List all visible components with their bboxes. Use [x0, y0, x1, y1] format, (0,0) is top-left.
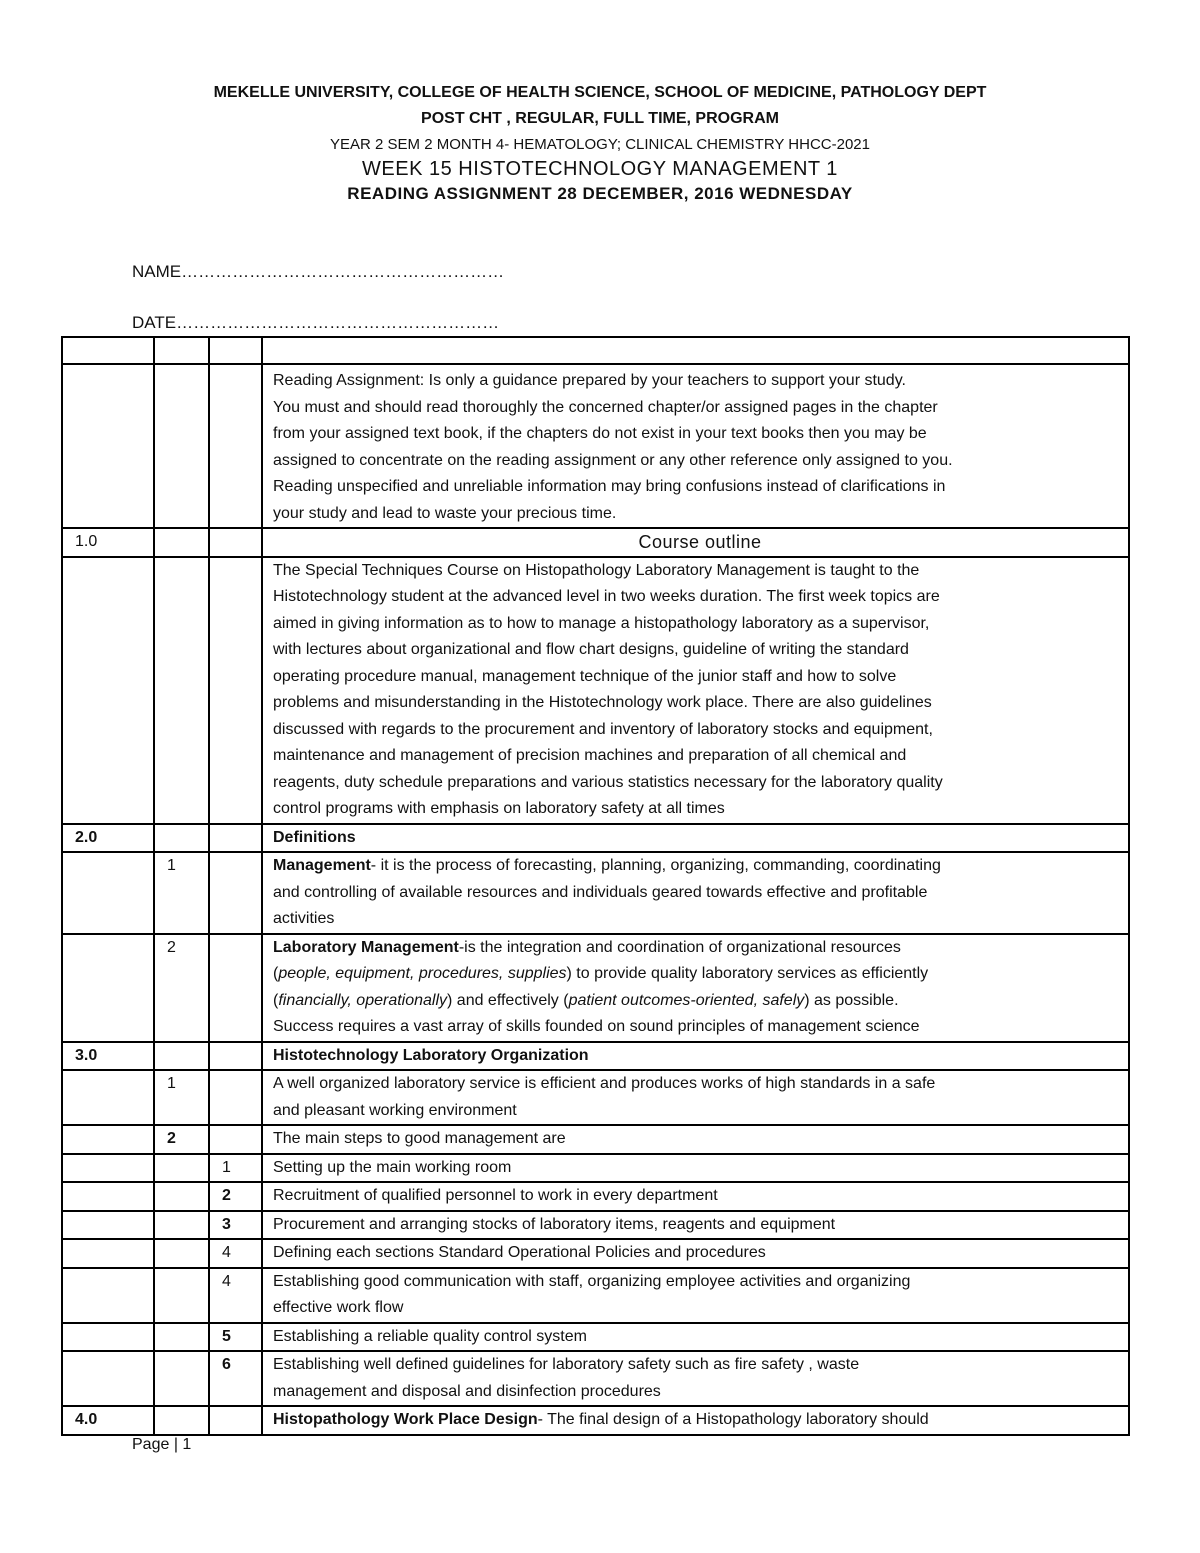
outline-table [61, 336, 1130, 1436]
table-header-row [62, 337, 1129, 364]
section-row [62, 824, 1129, 853]
definition-row [62, 852, 1129, 934]
step-number: 2 [209, 1182, 262, 1211]
reading-assignment-note: Reading Assignment: Is only a guidance prepared by your teachers to support your study. You must and should read thoroughly the concerned chapter/or assigned pages in the chapter from your assigned text book, if the chapters do not exist in your text books then you may be assigned to concentrate on the reading assignment or any other reference only assigned to you. Reading unspecified and unreliable information may bring confusions instead of clarifications in your study and lead to waste your precious time. [262, 364, 1129, 528]
name-field: NAME………………………………………………… [132, 262, 505, 281]
item-number: 2 [154, 1125, 209, 1154]
date-field: DATE………………………………………………… [132, 313, 500, 332]
step-row [62, 1239, 1129, 1268]
item-row [62, 1070, 1129, 1125]
section-number: 1.0 [62, 528, 154, 557]
section-title: Histopathology Work Place Design- The final design of a Histopathology laboratory should [262, 1406, 1129, 1435]
item-row [62, 1125, 1129, 1154]
definition-management: Management- it is the process of forecasting, planning, organizing, commanding, coordinating and controlling of available resources and individuals geared towards effective and profitable activities [262, 852, 1129, 934]
section-row [62, 1042, 1129, 1071]
section-row [62, 528, 1129, 557]
definition-row [62, 934, 1129, 1042]
step-text: Recruitment of qualified personnel to work in every department [262, 1182, 1129, 1211]
step-row [62, 1211, 1129, 1240]
section-title: Histotechnology Laboratory Organization [262, 1042, 1129, 1071]
item-number: 2 [154, 934, 209, 1042]
week-title: WEEK 15 HISTOTECHNOLOGY MANAGEMENT 1 [362, 158, 838, 180]
course-outline-text: The Special Techniques Course on Histopathology Laboratory Management is taught to the Histotechnology student at the advanced level in two weeks duration. The first week topics are aimed in giving information as to how to manage a histopathology laboratory as a supervisor, with lectures about organizational and flow chart designs, guideline of writing the standard operating procedure manual, management technique of the junior staff and how to solve problems and misunderstanding in the Histotechnology work place. There are also guidelines discussed with regards to the procurement and inventory of laboratory stocks and equipment, maintenance and management of precision machines and preparation of all chemical and reagents, duty schedule preparations and various statistics necessary for the laboratory quality control programs with emphasis on laboratory safety at all times [262, 557, 1129, 824]
step-text: Setting up the main working room [262, 1154, 1129, 1183]
step-number: 4 [209, 1239, 262, 1268]
page-number: Page | 1 [132, 1436, 192, 1453]
program-header: POST CHT , REGULAR, FULL TIME, PROGRAM [421, 110, 779, 127]
step-number: 5 [209, 1323, 262, 1352]
section-row [62, 1406, 1129, 1435]
step-number: 1 [209, 1154, 262, 1183]
step-row [62, 1268, 1129, 1323]
section-title: Definitions [262, 824, 1129, 853]
university-header: MEKELLE UNIVERSITY, COLLEGE OF HEALTH SCIENCE, SCHOOL OF MEDICINE, PATHOLOGY DEPT [213, 84, 987, 101]
step-number: 6 [209, 1351, 262, 1406]
assignment-title: READING ASSIGNMENT 28 DECEMBER, 2016 WEDNESDAY [347, 184, 853, 203]
step-row [62, 1323, 1129, 1352]
step-text: Establishing good communication with staff, organizing employee activities and organizing effective work flow [262, 1268, 1129, 1323]
item-number: 1 [154, 852, 209, 934]
definition-laboratory-management: Laboratory Management-is the integration and coordination of organizational resources (people, equipment, procedures, supplies) to provide quality laboratory services as efficiently (financially, operationally) and effectively (patient outcomes-oriented, safely) as possible. Success requires a vast array of skills founded on sound principles of management science [262, 934, 1129, 1042]
item-text: A well organized laboratory service is efficient and produces works of high standards in a safe and pleasant working environment [262, 1070, 1129, 1125]
item-text: The main steps to good management are [262, 1125, 1129, 1154]
intro-row [62, 364, 1129, 528]
step-row [62, 1351, 1129, 1406]
item-number: 1 [154, 1070, 209, 1125]
step-row [62, 1182, 1129, 1211]
section-number: 4.0 [62, 1406, 154, 1435]
step-text: Establishing well defined guidelines for laboratory safety such as fire safety , waste management and disposal and disinfection procedures [262, 1351, 1129, 1406]
step-text: Defining each sections Standard Operational Policies and procedures [262, 1239, 1129, 1268]
step-number: 4 [209, 1268, 262, 1323]
section-title: Course outline [262, 528, 1129, 557]
section-number: 2.0 [62, 824, 154, 853]
section-number: 3.0 [62, 1042, 154, 1071]
step-text: Establishing a reliable quality control system [262, 1323, 1129, 1352]
step-row [62, 1154, 1129, 1183]
step-text: Procurement and arranging stocks of laboratory items, reagents and equipment [262, 1211, 1129, 1240]
course-outline-row [62, 557, 1129, 824]
step-number: 3 [209, 1211, 262, 1240]
course-header: YEAR 2 SEM 2 MONTH 4- HEMATOLOGY; CLINICAL CHEMISTRY HHCC-2021 [330, 136, 870, 153]
